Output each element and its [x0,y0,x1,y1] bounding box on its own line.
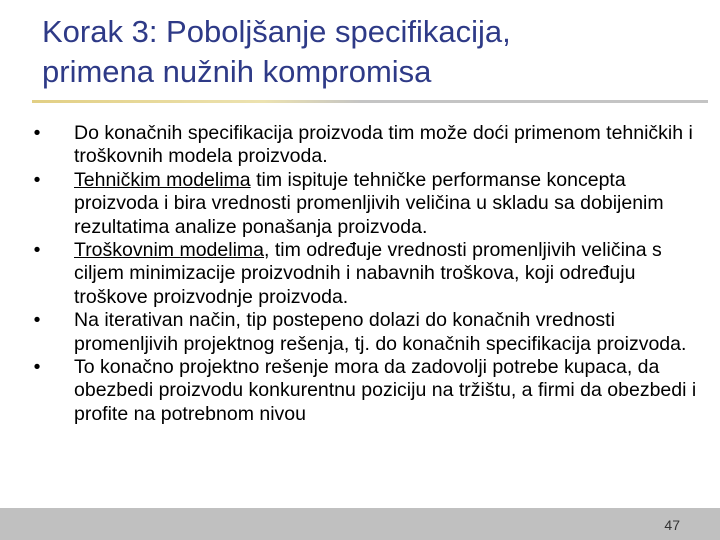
bullet-underlined-term: Troškovnim modelima [74,239,264,262]
bullet-marker: • [33,239,41,262]
bullet-text: Na iterativan način, tip postepeno dolazi do konačnih vrednosti promenljivih projektnog rešenja, tj. do konačnih specifikacija proizvoda. [74,309,687,355]
bullet-text: To konačno projektno rešenje mora da zadovolji potrebe kupaca, da obezbedi proizvodu konkurentnu poziciju na tržištu, a firmi da obezbedi i profite na potrebnom nivou [74,356,697,425]
slide-title-line-1: Korak 3: Poboljšanje specifikacija, [42,14,511,49]
bullet-text: tim ispituje tehničke performanse koncepta proizvoda i bira vrednosti promenljivih veličina u skladu sa dobijenim rezultatima analize ponašanja proizvoda. [74,168,664,238]
slide-title [42,12,692,92]
bullet-item [30,356,698,426]
bullet-text: , tim određuje vrednosti promenljivih veličina s ciljem minimizacije proizvodnih i nabavnih troškova, koji određuju troškove proizvodnje proizvoda. [74,239,662,308]
bullet-item [30,122,698,169]
title-divider-accent [32,100,362,103]
bullet-marker: • [33,168,41,191]
page-number: 47 [664,517,680,533]
bullet-marker: • [33,122,41,144]
bullet-text: Do konačnih specifikacija proizvoda tim može doći primenom tehničkih i troškovnih modela proizvoda. [74,122,693,168]
footer-bar [0,508,720,540]
bullet-item [30,309,698,356]
bullet-underlined-term: Tehničkim modelima [74,168,251,191]
bullet-list [30,122,698,426]
bullet-marker: • [33,356,41,379]
bullet-marker: • [33,309,41,332]
slide-title-line-2: primena nužnih kompromisa [42,54,432,89]
bullet-item [30,169,698,239]
bullet-item [30,239,698,309]
